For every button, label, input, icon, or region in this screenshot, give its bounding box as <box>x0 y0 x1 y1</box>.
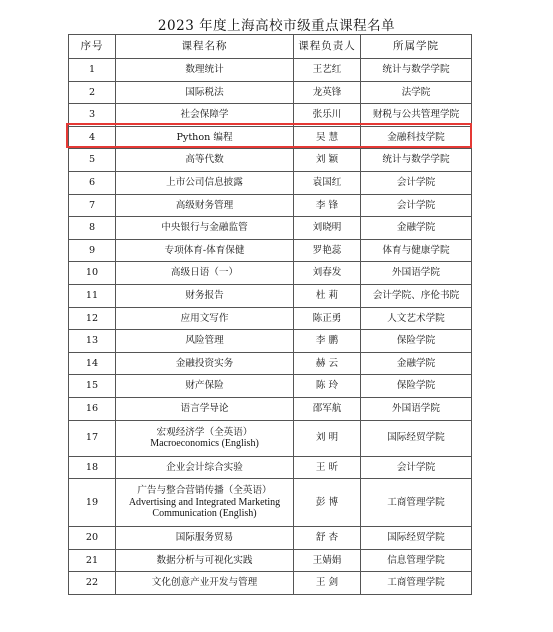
cell-school: 财税与公共管理学院 <box>361 104 472 127</box>
table-row <box>69 239 472 262</box>
cell-school: 体育与健康学院 <box>361 239 472 262</box>
course-name-english: Macroeconomics (English) <box>150 438 259 449</box>
cell-lead: 邵军航 <box>294 397 361 420</box>
table-row <box>69 81 472 104</box>
cell-lead: 彭 博 <box>294 479 361 527</box>
course-name-text: 财务报告 <box>185 289 224 301</box>
table-row <box>69 104 472 127</box>
course-name-text: 高级财务管理 <box>175 199 234 211</box>
table-row <box>69 307 472 330</box>
cell-lead: 刘 明 <box>294 420 361 456</box>
table-row <box>69 59 472 82</box>
cell-no: 1 <box>69 59 116 82</box>
cell-lead: 罗艳蕊 <box>294 239 361 262</box>
cell-course-name <box>116 194 294 217</box>
cell-course-name <box>116 149 294 172</box>
cell-lead: 吴 慧 <box>294 126 361 149</box>
cell-course-name <box>116 456 294 479</box>
cell-school: 外国语学院 <box>361 397 472 420</box>
cell-no: 14 <box>69 352 116 375</box>
cell-lead: 刘晓明 <box>294 217 361 240</box>
course-name-text: 专项体育-体育保健 <box>164 244 245 256</box>
course-name-text: 数理统计 <box>185 64 224 76</box>
cell-school: 统计与数学学院 <box>361 59 472 82</box>
header-course-name: 课程名称 <box>116 35 294 59</box>
table-row <box>69 330 472 353</box>
cell-no: 21 <box>69 549 116 572</box>
cell-course-name <box>116 527 294 550</box>
cell-course-name <box>116 352 294 375</box>
cell-course-name <box>116 549 294 572</box>
header-school: 所属学院 <box>361 35 472 59</box>
cell-no: 17 <box>69 420 116 456</box>
table-row <box>69 217 472 240</box>
table-row <box>69 126 472 149</box>
cell-lead: 袁国红 <box>294 171 361 194</box>
cell-course-name <box>116 81 294 104</box>
course-name-text: 广告与整合营销传播（全英语） <box>137 485 272 497</box>
cell-no: 5 <box>69 149 116 172</box>
cell-lead: 刘春发 <box>294 262 361 285</box>
cell-no: 16 <box>69 397 116 420</box>
course-name-text: 高级日语（一） <box>170 267 239 279</box>
cell-school: 会计学院 <box>361 456 472 479</box>
cell-school: 保险学院 <box>361 375 472 398</box>
cell-no: 9 <box>69 239 116 262</box>
cell-no: 20 <box>69 527 116 550</box>
table-row <box>69 456 472 479</box>
cell-course-name <box>116 375 294 398</box>
cell-lead: 李 锋 <box>294 194 361 217</box>
cell-school: 金融学院 <box>361 217 472 240</box>
cell-school: 统计与数学学院 <box>361 149 472 172</box>
cell-school: 法学院 <box>361 81 472 104</box>
cell-course-name <box>116 262 294 285</box>
table-row <box>69 352 472 375</box>
table-row <box>69 149 472 172</box>
cell-course-name <box>116 239 294 262</box>
course-name-text: 金融投资实务 <box>175 357 234 369</box>
table-row <box>69 262 472 285</box>
cell-no: 22 <box>69 572 116 595</box>
cell-course-name <box>116 59 294 82</box>
cell-lead: 王 昕 <box>294 456 361 479</box>
course-name-text: 语言学导论 <box>180 402 229 414</box>
cell-school: 国际经贸学院 <box>361 420 472 456</box>
cell-course-name <box>116 104 294 127</box>
course-name-text: 应用文写作 <box>180 312 229 324</box>
page-title: 2023 年度上海高校市级重点课程名单 <box>157 18 396 34</box>
cell-school: 工商管理学院 <box>361 572 472 595</box>
cell-course-name <box>116 479 294 527</box>
cell-school: 会计学院 <box>361 171 472 194</box>
course-name-text: 企业会计综合实验 <box>166 461 243 473</box>
cell-course-name <box>116 307 294 330</box>
cell-no: 4 <box>69 126 116 149</box>
course-table <box>68 34 472 595</box>
cell-no: 15 <box>69 375 116 398</box>
cell-course-name <box>116 217 294 240</box>
cell-no: 7 <box>69 194 116 217</box>
table-row <box>69 397 472 420</box>
table-row <box>69 527 472 550</box>
table-row <box>69 572 472 595</box>
cell-course-name <box>116 330 294 353</box>
cell-lead: 陈正勇 <box>294 307 361 330</box>
cell-school: 保险学院 <box>361 330 472 353</box>
cell-school: 会计学院、序伦书院 <box>361 284 472 307</box>
table-row <box>69 375 472 398</box>
cell-course-name <box>116 420 294 456</box>
course-name-text: 文化创意产业开发与管理 <box>151 577 258 589</box>
cell-school: 会计学院 <box>361 194 472 217</box>
cell-lead: 王婧娟 <box>294 549 361 572</box>
cell-no: 18 <box>69 456 116 479</box>
cell-no: 19 <box>69 479 116 527</box>
cell-lead: 王艺红 <box>294 59 361 82</box>
course-name-text: 宏观经济学（全英语） <box>156 426 253 438</box>
cell-no: 8 <box>69 217 116 240</box>
cell-no: 2 <box>69 81 116 104</box>
table-row <box>69 420 472 456</box>
table-row <box>69 479 472 527</box>
course-name-text: Python 编程 <box>176 131 233 143</box>
cell-no: 12 <box>69 307 116 330</box>
course-name-text: 财产保险 <box>185 380 224 392</box>
cell-course-name <box>116 284 294 307</box>
course-name-text: 风险管理 <box>185 335 224 347</box>
cell-school: 工商管理学院 <box>361 479 472 527</box>
course-name-text: 中央银行与金融监管 <box>161 222 248 234</box>
course-name-text: 社会保障学 <box>180 109 229 121</box>
cell-no: 3 <box>69 104 116 127</box>
cell-course-name <box>116 126 294 149</box>
course-name-text: 国际税法 <box>185 86 224 98</box>
header-lead: 课程负责人 <box>294 35 361 59</box>
table-header-row <box>69 35 472 59</box>
cell-lead: 赫 云 <box>294 352 361 375</box>
cell-course-name <box>116 171 294 194</box>
cell-no: 10 <box>69 262 116 285</box>
cell-school: 人文艺术学院 <box>361 307 472 330</box>
cell-school: 金融学院 <box>361 352 472 375</box>
header-no: 序号 <box>69 35 116 59</box>
table-row <box>69 549 472 572</box>
cell-lead: 龙英锋 <box>294 81 361 104</box>
table-row <box>69 171 472 194</box>
cell-no: 11 <box>69 284 116 307</box>
course-name-text: 国际服务贸易 <box>175 532 234 544</box>
cell-lead: 舒 杏 <box>294 527 361 550</box>
cell-course-name <box>116 397 294 420</box>
course-name-text: 数据分析与可视化实践 <box>156 554 253 566</box>
cell-lead: 陈 玲 <box>294 375 361 398</box>
table-row <box>69 284 472 307</box>
cell-school: 外国语学院 <box>361 262 472 285</box>
cell-lead: 王 剑 <box>294 572 361 595</box>
cell-no: 13 <box>69 330 116 353</box>
cell-school: 金融科技学院 <box>361 126 472 149</box>
table-row <box>69 194 472 217</box>
course-name-english: Advertising and Integrated Marketing Communication (English) <box>128 496 281 520</box>
table-body <box>69 59 472 595</box>
cell-school: 国际经贸学院 <box>361 527 472 550</box>
cell-lead: 张乐川 <box>294 104 361 127</box>
cell-course-name <box>116 572 294 595</box>
course-name-text: 上市公司信息披露 <box>166 177 243 189</box>
cell-lead: 李 鹏 <box>294 330 361 353</box>
cell-school: 信息管理学院 <box>361 549 472 572</box>
cell-lead: 刘 颖 <box>294 149 361 172</box>
cell-lead: 杜 莉 <box>294 284 361 307</box>
course-name-text: 高等代数 <box>185 154 224 166</box>
cell-no: 6 <box>69 171 116 194</box>
